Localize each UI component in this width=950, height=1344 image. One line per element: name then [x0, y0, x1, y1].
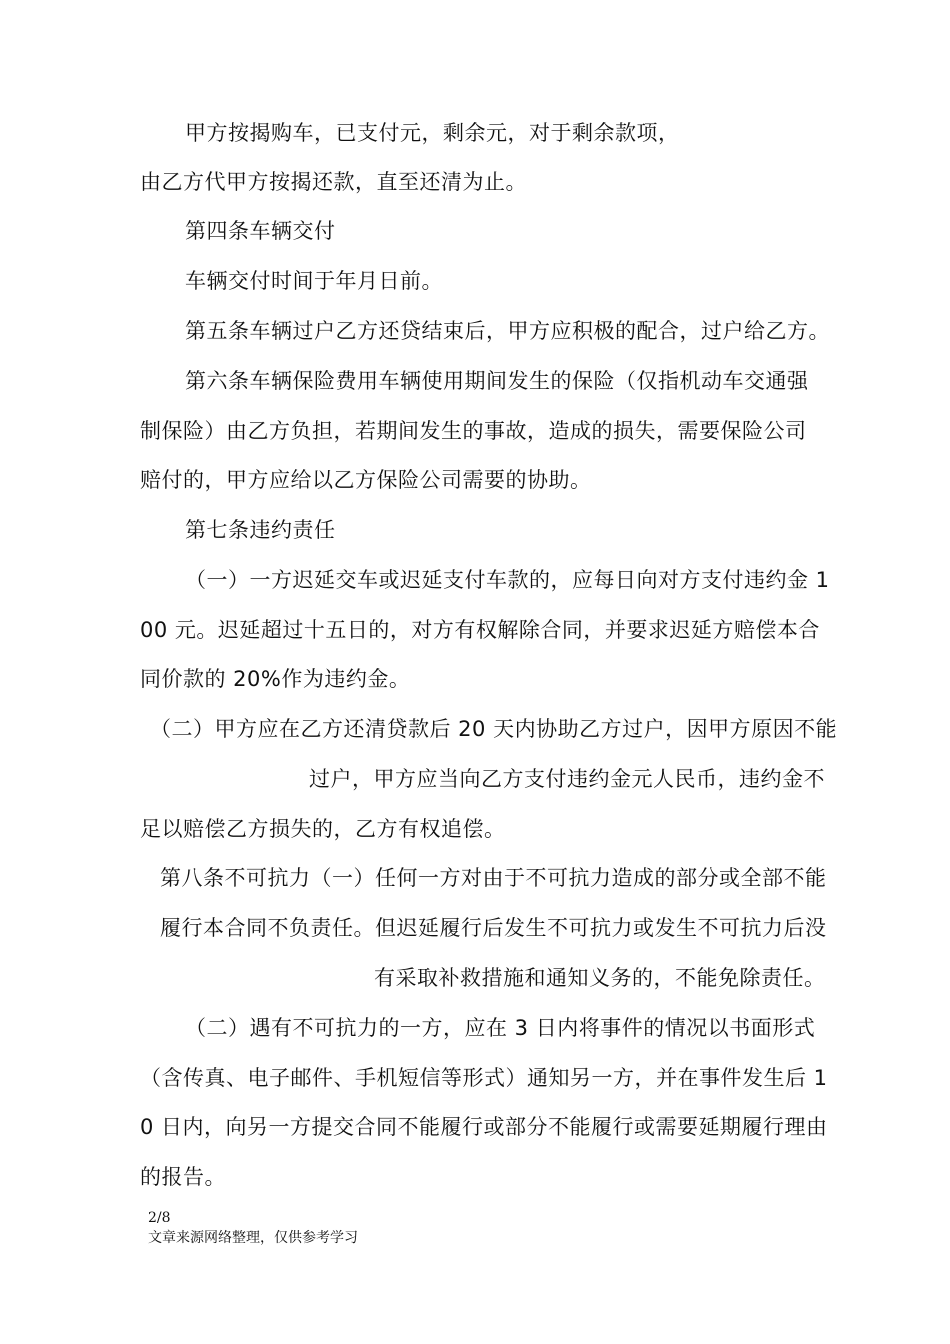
text-line: 0 日内，向另一方提交合同不能履行或部分不能履行或需要延期履行理由	[140, 1115, 828, 1139]
text-line: 同价款的 20%作为违约金。	[140, 667, 411, 691]
text-line: （二）甲方应在乙方还清贷款后 20 天内协助乙方过户，因甲方原因不能	[150, 717, 838, 741]
text-line: 制保险）由乙方负担，若期间发生的事故，造成的损失，需要保险公司	[140, 419, 807, 443]
text-line: 的报告。	[140, 1165, 226, 1189]
text-line: 第八条不可抗力（一）任何一方对由于不可抗力造成的部分或全部不能	[160, 866, 827, 890]
text-line: 过户，甲方应当向乙方支付违约金元人民币，违约金不	[309, 767, 825, 791]
text-line: 有采取补救措施和通知义务的，不能免除责任。	[374, 966, 826, 990]
text-line: 车辆交付时间于年月日前。	[185, 269, 443, 293]
text-line: （二）遇有不可抗力的一方，应在 3 日内将事件的情况以书面形式	[185, 1016, 816, 1040]
text-line: 第六条车辆保险费用车辆使用期间发生的保险（仅指机动车交通强	[185, 369, 809, 393]
text-line: （一）一方迟延交车或迟延支付车款的，应每日向对方支付违约金 1	[185, 568, 830, 592]
text-line: 甲方按揭购车，已支付元，剩余元，对于剩余款项，	[185, 121, 680, 145]
text-line: （含传真、电子邮件、手机短信等形式）通知另一方，并在事件发生后 1	[140, 1066, 828, 1090]
text-line: 由乙方代甲方按揭还款，直至还清为止。	[140, 170, 527, 194]
text-line: 第五条车辆过户乙方还贷结束后，甲方应积极的配合，过户给乙方。	[185, 319, 830, 343]
text-line: 赔付的，甲方应给以乙方保险公司需要的协助。	[140, 468, 592, 492]
page-number: 2/8	[148, 1210, 171, 1226]
text-line: 足以赔偿乙方损失的，乙方有权追偿。	[140, 817, 506, 841]
section-heading: 第四条车辆交付	[185, 219, 336, 243]
section-heading: 第七条违约责任	[185, 518, 336, 542]
text-line: 履行本合同不负责任。但迟延履行后发生不可抗力或发生不可抗力后没	[160, 916, 827, 940]
footer-note: 文章来源网络整理，仅供参考学习	[148, 1230, 358, 1246]
text-line: 00 元。迟延超过十五日的，对方有权解除合同，并要求迟延方赔偿本合	[140, 618, 820, 642]
